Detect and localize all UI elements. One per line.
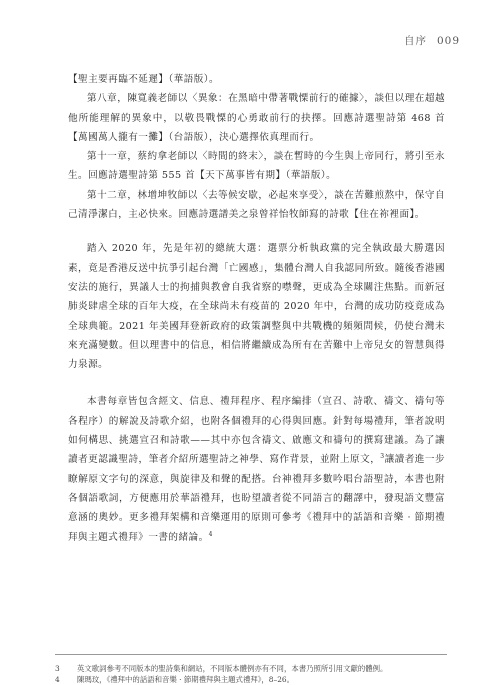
structure-text-part1: 本書每章皆包含經文、信息、禮拜程序、程序編排（宣召、詩歌、禱文、禱句等各程序）的解說及詩歌介紹，也附各個禮拜的心得與回應。針對每場禮拜，筆者說明如何構思、挑選宣召和詩歌——其中亦包含禱文、啟應文和禱句的撰寫建議。為了讓讀者更認識聖詩，筆者介紹所選聖詩之神學、寫作背景，並附上原文，	[68, 396, 445, 466]
header-title: 自序	[403, 35, 427, 47]
footnote-ref-4[interactable]: 4	[208, 530, 213, 538]
paragraph-chapter-8: 第八章，陳寬義老師以〈異象：在黑暗中帶著戰慄前行的確據〉，談但以理在超越他所能理解的異象中，以敬畏戰慄的心勇敢前行的抉擇。回應詩選聖詩第 468 首【萬國萬人攏有一攤】（台語版），決心選擇依真理而行。	[68, 93, 445, 143]
paragraph-book-structure	[68, 392, 445, 546]
footnote-number: 4	[55, 675, 60, 684]
footnote-ref-3[interactable]: 3	[380, 453, 385, 461]
section-gap	[68, 224, 445, 239]
footnote-number: 3	[55, 664, 60, 673]
structure-text-part2: 讓讀者進一步瞭解原文字句的深意，與旋律及和聲的配搭。台神禮拜多數吟唱台語聖詩，本書也附各個語歌詞，方便應用於華語禮拜，也盼望讀者從不同語言的翻譯中，發現語文豐富意涵的奧妙。更多禮拜架構和音樂運用的原則可參考《禮拜中的話語和音樂 · 節期禮拜與主題式禮拜》一書的緒論。	[68, 454, 446, 543]
paragraph-chapter-12: 第十二章，林增坤牧師以〈去等候安歇，必起來享受〉，談在苦難煎熬中，保守自己清淨潔白，主必快來。回應詩選譜美之泉曾祥怡牧師寫的詩歌【住在祢裡面】。	[68, 189, 445, 221]
paragraph-continued: 【聖主要再臨不延遲】（華語版）。	[68, 74, 220, 85]
running-header	[404, 33, 460, 48]
page-body	[68, 70, 445, 547]
footnote-text: 英文歌詞參考不同版本的聖詩集和網站，不同版本體例亦有不同，本書乃照所引用文獻的體例。	[77, 664, 388, 673]
page-number: 009	[436, 35, 460, 47]
footnote-divider	[55, 654, 447, 655]
footnote-4	[55, 674, 455, 685]
footnote-text: 陳瑪玟，《禮拜中的話語和音樂 · 節期禮拜與主題式禮拜》，8–26。	[77, 675, 294, 684]
paragraph-chapter-11: 第十一章，蔡約拿老師以〈時間的終末〉，談在暫時的今生與上帝同行，將引至永生。回應詩選聖詩第 555 首【天下萬事皆有期】（華語版）。	[68, 151, 445, 182]
footnote-3	[55, 663, 455, 674]
footnotes	[55, 663, 455, 685]
paragraph-2020-context: 踏入 2020 年，先是年初的總統大選：選票分析執政黨的完全執政最大勝選因素，竟是香港反送中抗爭引起台灣「亡國感」，集體台灣人自我認同所致。隨後香港國安法的施行，異議人士的拘捕與教會自我省察的噤聲，更成為全球關注焦點。而新冠肺炎肆虐全球的百年大疫，在全球尚未有疫苗的 2020 年中，台灣的成功防疫竟成為全球典範。2021 年美國拜登新政府的政策調整與中共戰機的頻頻問候，仍使台灣未來充滿變數。但以理書中的信息，相信將繼續成為所有在苦難中上帝兒女的智慧與得力泉源。	[68, 243, 445, 371]
section-gap	[68, 374, 445, 392]
